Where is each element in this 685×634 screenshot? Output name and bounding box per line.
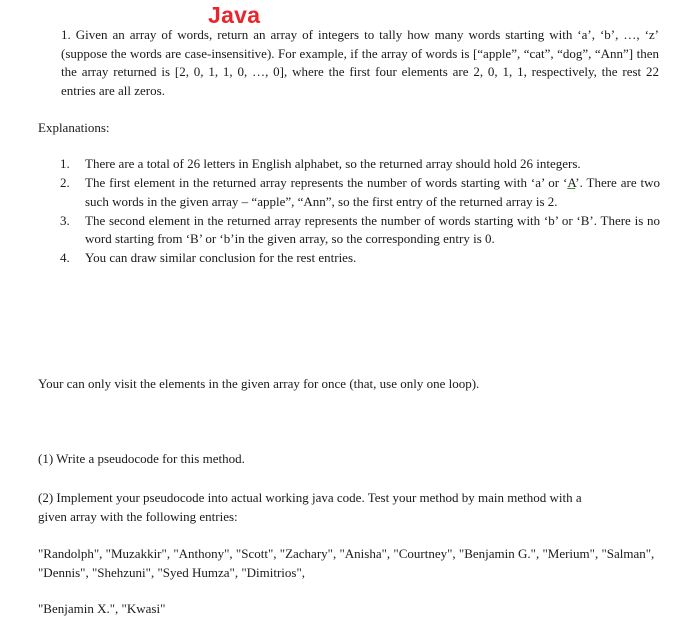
list-item-number: 2. <box>60 175 70 191</box>
list-item <box>60 174 660 211</box>
list-item-number: 4. <box>60 250 70 266</box>
task-2-text: (2) Implement your pseudocode into actual working java code. Test your method by main method with a given array with the following entries: <box>38 490 582 524</box>
explanations-list <box>60 155 660 268</box>
list-item-number: 3. <box>60 212 70 228</box>
constraint-text: Your can only visit the elements in the given array for once (that, use only one loop). <box>38 376 480 391</box>
task-1-text: (1) Write a pseudocode for this method. <box>38 451 245 466</box>
entries-list <box>38 545 663 619</box>
question-1-paragraph: 1. Given an array of words, return an array of integers to tally how many words starting with ‘a’, ‘b’, …, ‘z’ (suppose the words are case-insensitive). For example, if the array of words is [“apple”, “cat”, “dog”, “Ann”] then the array returned is [2, 0, 1, 1, 0, …, 0], where the first four elements are 2, 0, 1, 1, respectively, the rest 22 entries are all zeros. <box>61 27 659 98</box>
list-item-text: You can draw similar conclusion for the rest entries. <box>85 250 357 266</box>
list-item <box>60 212 660 249</box>
list-item <box>60 155 660 173</box>
list-item-text: There are a total of 26 letters in English alphabet, so the returned array should hold 26 integers. <box>85 156 581 171</box>
entries-line-1: "Randolph", "Muzakkir", "Anthony", "Scott", "Zachary", "Anisha", "Courtney", "Benjamin G.", "Merium", "Salman", "Dennis", "Shehzuni", "Syed Humza", "Dimitrios", <box>38 546 655 580</box>
list-item-text-part-b: ’. There are two such words in the given array – “apple”, “Ann”, so the first entry of the returned array is 2. <box>85 175 660 209</box>
entries-line-2: "Benjamin X.", "Kwasi" <box>38 601 166 616</box>
list-item-text: The second element in the returned array represents the number of words starting with ‘b’ or ‘B’. There is no word starting from ‘B’ or ‘b’in the given array, so the corresponding entry is 0. <box>85 212 660 247</box>
underlined-letter: A <box>567 175 576 191</box>
list-item-text-part-a: The first element in the returned array represents the number of words starting with ‘a’ or ‘ <box>85 175 568 191</box>
list-item-number: 1. <box>60 156 70 171</box>
list-item <box>60 249 660 267</box>
list-item-text <box>85 174 660 211</box>
explanations-heading: Explanations: <box>38 120 110 135</box>
page-title: Java <box>208 2 261 28</box>
